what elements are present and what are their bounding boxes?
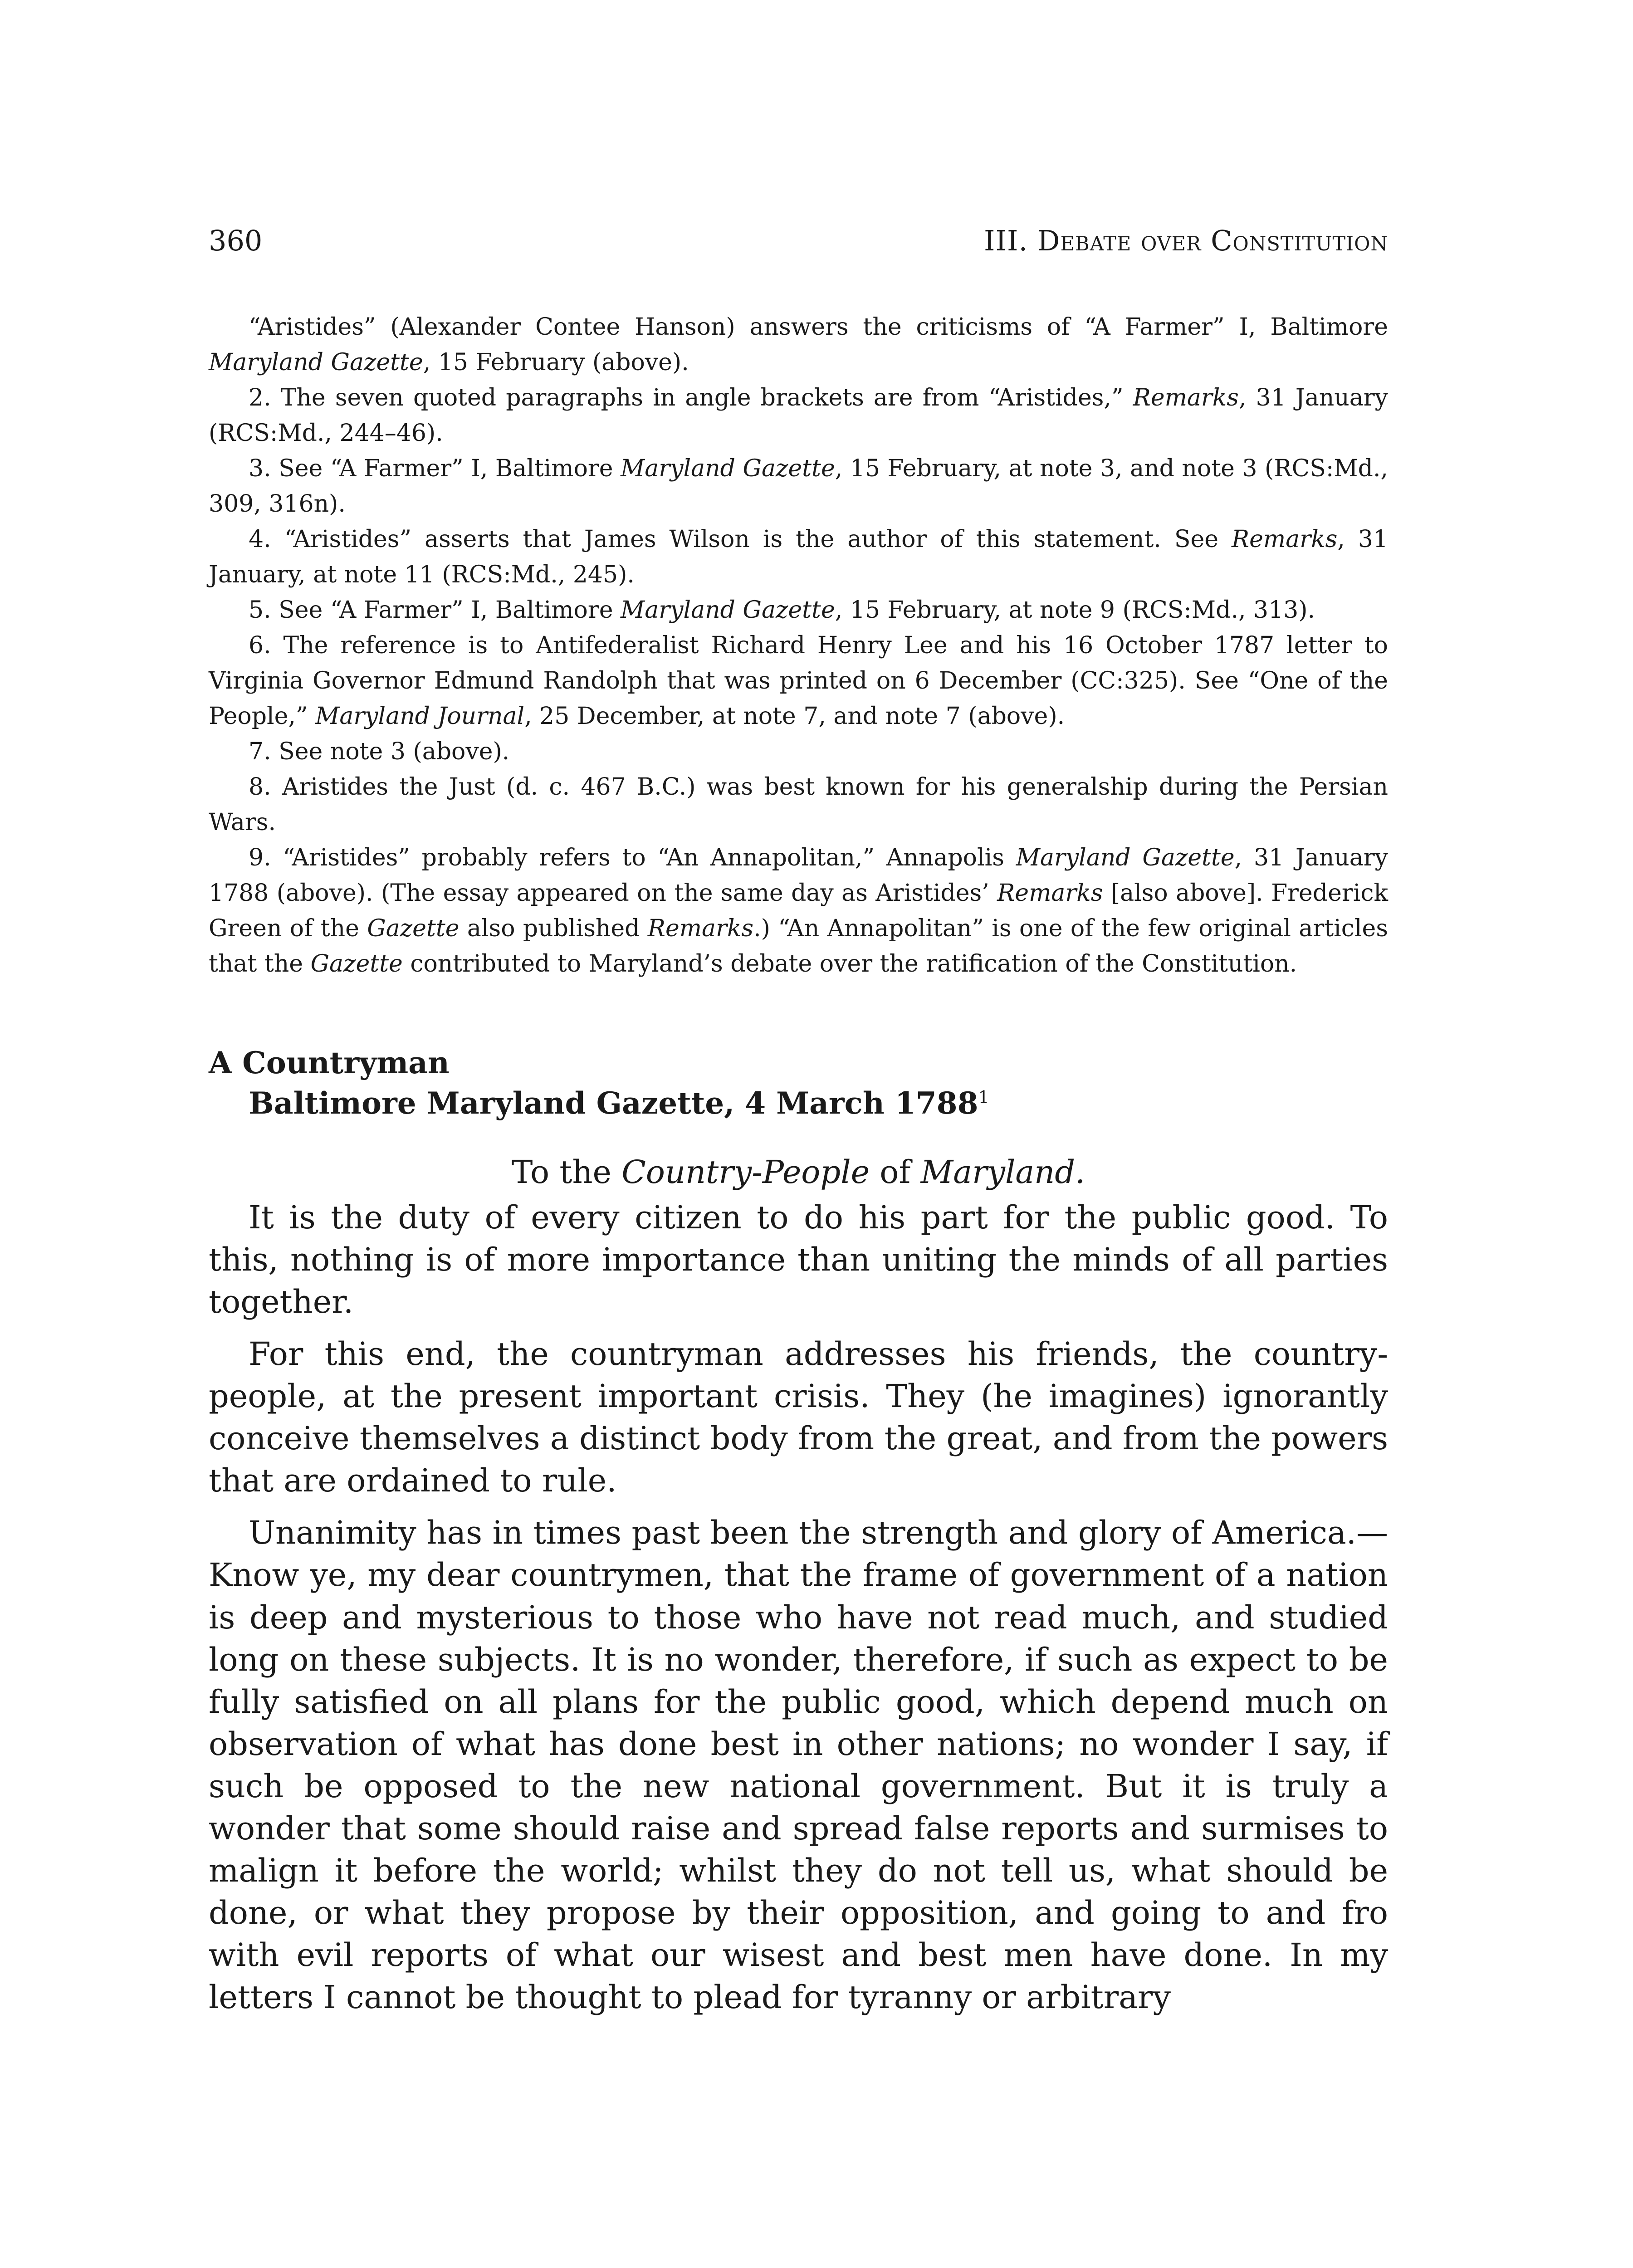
note-9: 9. “Aristides” probably refers to “An Annapolitan,” Annapolis Maryland Gazette, 31 January 1788 (above). (The essay appeared on the same day as Aristides’ Remarks [also above]. Frederick Green of the Gazette also published Remarks.) “An Annapolitan” is one of the few original articles that the Gazette contributed to Maryland’s debate over the ratification of the Constitution.	[209, 844, 1389, 978]
note-3: 3. See “A Farmer” I, Baltimore Maryland Gazette, 15 February, at note 3, and note 3 (RCS:Md., 309, 316n).	[209, 455, 1389, 518]
page-number: 360	[209, 224, 263, 257]
source-footnote-marker: 1	[978, 1087, 989, 1108]
article-heading	[209, 1043, 1388, 1124]
body-paragraph: For this end, the countryman addresses his friends, the country-people, at the present important crisis. They (he imagines) ignorantly conceive themselves a distinct body from the great, and from the powers that are ordained to rule.	[209, 1335, 1388, 1500]
note-8: 8. Aristides the Just (d. c. 467 B.C.) was best known for his generalship during the Persian Wars.	[209, 773, 1388, 836]
body-paragraph: Unanimity has in times past been the strength and glory of America.—Know ye, my dear countrymen, that the frame of government of a nation is deep and mysterious to those who have not read much, and studied long on these subjects. It is no wonder, therefore, if such as expect to be fully satisfied on all plans for the public good, which depend much on observation of what has done best in other nations; no wonder I say, if such be opposed to the new national government. But it is truly a wonder that some should raise and spread false reports and surmises to malign it before the world; whilst they do not tell us, what should be done, or what they propose by their opposition, and going to and fro with evil reports of what our wisest and best men have done. In my letters I cannot be thought to plead for tyranny or arbitrary	[209, 1514, 1388, 2016]
body-paragraph: It is the duty of every citizen to do his part for the public good. To this, nothing is of more importance than uniting the minds of all parties together.	[209, 1198, 1388, 1320]
note-7: 7. See note 3 (above).	[249, 738, 510, 765]
article-source: Baltimore Maryland Gazette, 4 March 1788$^1$	[249, 1085, 989, 1121]
note-5: 5. See “A Farmer” I, Baltimore Maryland Gazette, 15 February, at note 9 (RCS:Md., 313).	[249, 596, 1315, 624]
note-4: 4. “Aristides” asserts that James Wilson is the author of this statement. See Remarks, 31 January, at note 11 (RCS:Md., 245).	[209, 526, 1388, 588]
editorial-notes	[209, 309, 1388, 982]
article-body	[209, 1197, 1388, 2019]
document-page	[209, 224, 1389, 2028]
salutation: To the Country-People of Maryland.	[511, 1154, 1085, 1191]
note-intro: “Aristides” (Alexander Contee Hanson) answers the criticisms of “A Farmer” I, Baltimore Maryland Gazette, 15 February (above).	[209, 313, 1388, 376]
note-6: 6. The reference is to Antifederalist Richard Henry Lee and his 16 October 1787 letter to Virginia Governor Edmund Randolph that was printed on 6 December (CC:325). See “One of the People,” Maryland Journal, 25 December, at note 7, and note 7 (above).	[209, 632, 1388, 730]
note-2: 2. The seven quoted paragraphs in angle brackets are from “Aristides,” Remarks, 31 January (RCS:Md., 244–46).	[209, 384, 1388, 447]
running-head	[209, 224, 1388, 257]
article-author: A Countryman	[209, 1045, 450, 1080]
running-title: III. Debate over Constitution	[984, 224, 1388, 257]
